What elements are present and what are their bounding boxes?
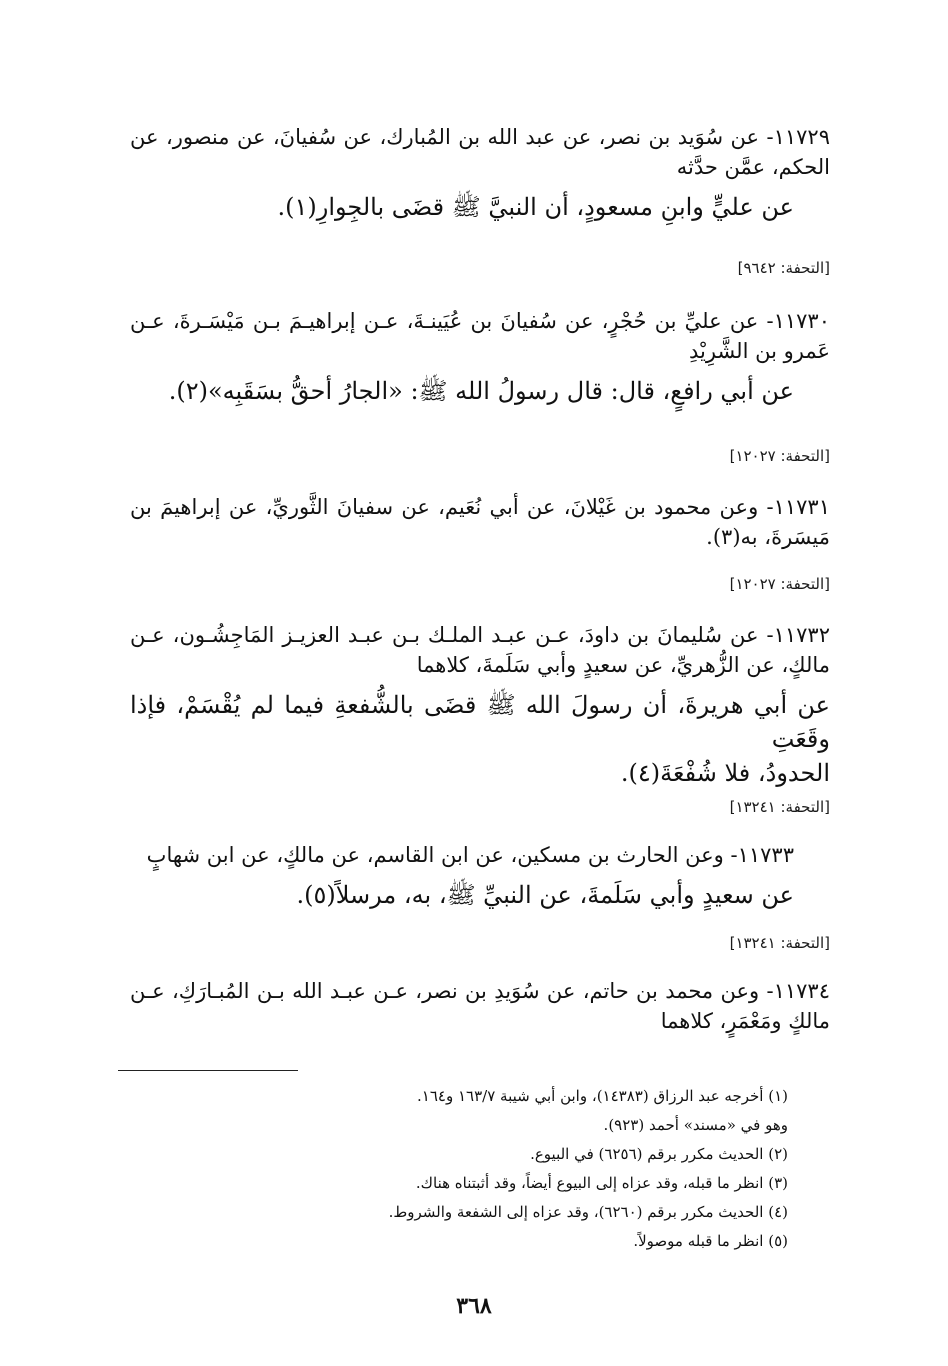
hadith-block [130, 620, 830, 790]
matn-line: عن أبي هريرةَ، أن رسولَ الله ﷺ قضَى بالشُّفعةِ فيما لم يُقْسَمْ، فإذا وقَعَتِ [130, 691, 830, 753]
tuhfa-reference: [التحفة: ١٢٠٢٧] [729, 575, 830, 593]
tuhfa-reference: [التحفة: ١٣٢٤١] [729, 798, 830, 816]
isnad-line: مَيسَرةَ، به(٣). [706, 525, 830, 549]
footnote: (١) أخرجه عبد الرزاق (١٤٣٨٣)، وابن أبي شيبة ١٦٣/٧ و١٦٤. [417, 1087, 788, 1105]
footnotes [128, 1082, 788, 1256]
tuhfa-reference: [التحفة: ١٢٠٢٧] [729, 447, 830, 465]
matn-line: الحدودُ، فلا شُفْعَةَ(٤). [620, 759, 830, 787]
isnad-line: ١١٧٢٩- عن سُوَيد بن نصر، عن عبد الله بن المُبارك، عن سُفيانَ، عن منصور، عن [130, 125, 830, 149]
footnote: (٢) الحديث مكرر برقم (٦٢٥٦) في البيوع. [530, 1145, 788, 1163]
isnad-line: ١١٧٣٤- وعن محمد بن حاتم، عن سُوَيدِ بن نصر، عـن عبـد الله بـن المُبـارَكِ، عـن [130, 979, 830, 1003]
isnad-line: الحكم، عمَّن حدَّثه [676, 155, 830, 179]
footnote: وهو في «مسند» أحمد (٩٢٣). [603, 1116, 788, 1134]
footnote-separator [118, 1070, 298, 1071]
hadith-block [130, 492, 830, 552]
hadith-block [130, 122, 830, 224]
tuhfa-reference: [التحفة: ٩٦٤٢] [737, 259, 830, 277]
page-number: ٣٦٨ [456, 1293, 492, 1319]
matn-line: عن أبي رافعٍ، قال: قال رسولُ الله ﷺ: «الجارُ أحقُّ بسَقَبِه»(٢). [168, 377, 794, 405]
matn-line: عن عليٍّ وابنِ مسعودٍ، أن النبيَّ ﷺ قضَى بالجِوارِ(١). [277, 193, 794, 221]
isnad-line: عَمرو بن الشَّرِيْدِ [688, 339, 830, 363]
hadith-block [130, 976, 830, 1036]
isnad-line: ١١٧٣١- وعن محمود بن غَيْلانَ، عن أبي نُعَيم، عن سفيانَ الثَّوريِّ، عن إبراهيمَ بن [130, 495, 830, 519]
isnad-line: ١١٧٣٠- عن عليِّ بن حُجْرٍ، عن سُفيانَ بن عُيَينـةَ، عـن إبراهيـمَ بـن مَيْسَـرةَ، عـن [130, 309, 830, 333]
hadith-block [130, 840, 830, 912]
isnad-line: ١١٧٣٣- وعن الحارث بن مسكين، عن ابن القاسم، عن مالكٍ، عن ابن شهابٍ [146, 843, 794, 867]
tuhfa-reference: [التحفة: ١٣٢٤١] [729, 934, 830, 952]
isnad-line: ١١٧٣٢- عن سُليمانَ بن داودَ، عـن عبـد الملـك بـن عبـد العزيـز المَاجِشُـون، عـن [130, 623, 830, 647]
isnad-line: مالكٍ، عن الزُّهريِّ، عن سعيدٍ وأبي سَلَمةَ، كلاهما [416, 653, 830, 677]
footnote: (٤) الحديث مكرر برقم (٦٢٦٠)، وقد عزاه إلى الشفعة والشروط. [388, 1203, 788, 1221]
footnote: (٣) انظر ما قبله، وقد عزاه إلى البيوع أيضاً، وقد أثبتناه هناك. [415, 1174, 788, 1192]
matn-line: عن سعيدٍ وأبي سَلَمةَ، عن النبيِّ ﷺ، به، مرسلاً(٥). [296, 881, 794, 909]
isnad-line: مالكٍ ومَعْمَرٍ، كلاهما [660, 1009, 830, 1033]
hadith-block [130, 306, 830, 408]
footnote: (٥) انظر ما قبله موصولاً. [633, 1232, 788, 1250]
